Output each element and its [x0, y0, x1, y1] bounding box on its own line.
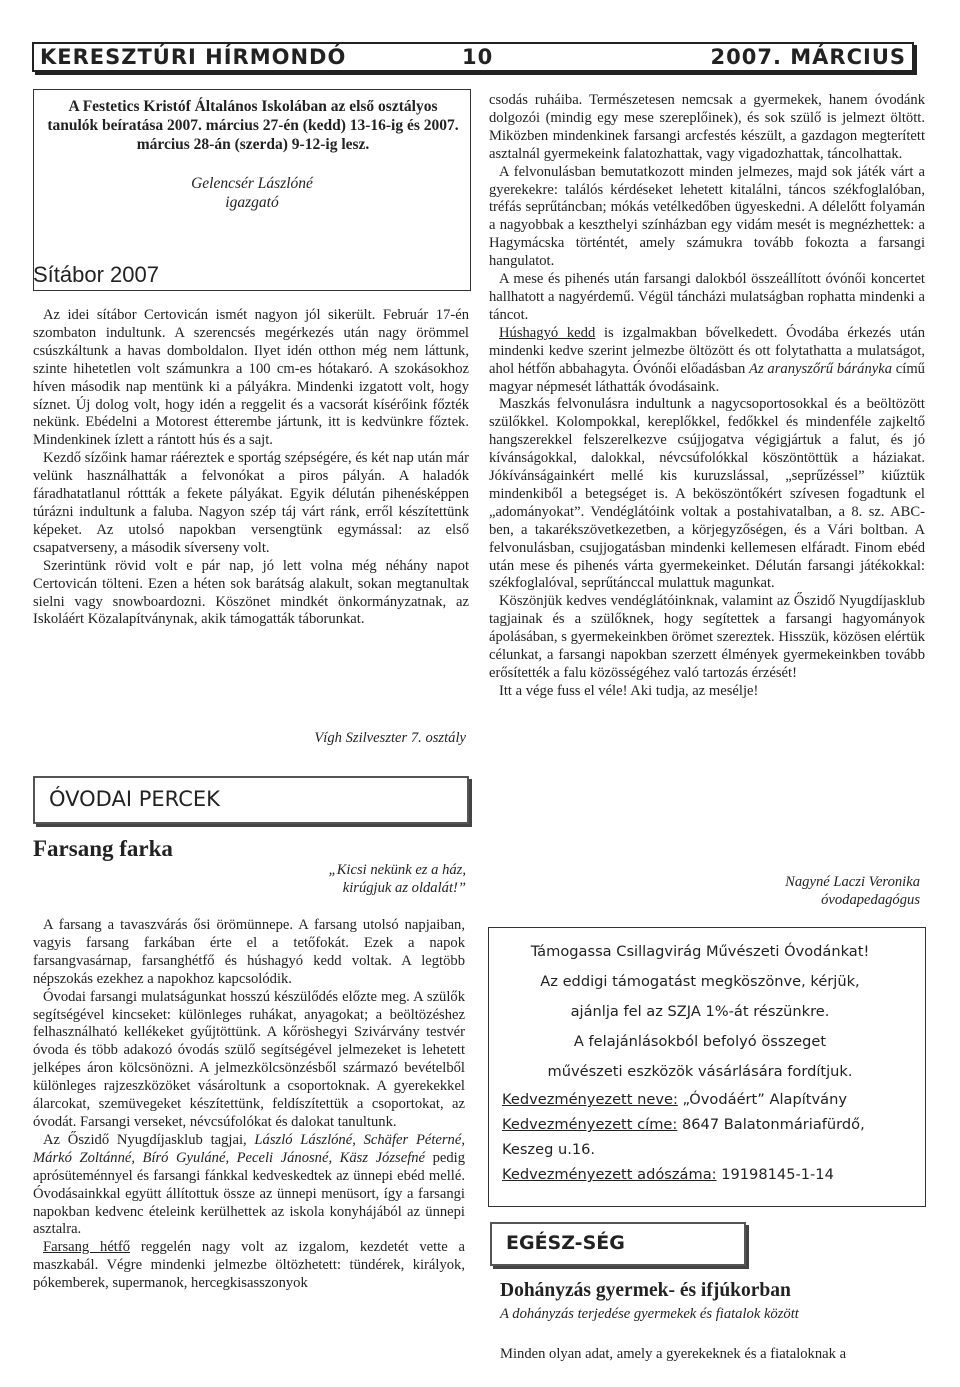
hushagyo-kedd-label: Húshagyó kedd — [499, 324, 596, 341]
text-run: pedig aprósüteménnyel és farsangi fánkkal kedveskedtek az ünnepi ebéd mellé. Óvodásainkkal együtt állítottuk össze az ünnepi menüsort, így a farsangi napokban kedvenc ételeink kerülhettek az iskola konyhájából az ünnepi asztalra. — [33, 1149, 465, 1238]
support-line: Támogassa Csillagvirág Művészeti Óvodánkat! — [530, 943, 870, 960]
motto-line: kirúgjuk az oldalát!” — [342, 879, 466, 896]
dohanyzas-lead: Minden olyan adat, amely a gyerekeknek és a fiataloknak a — [500, 1346, 847, 1362]
sitabor-paragraph: Szerintünk rövid volt e pár nap, jó lett volna még néhány napot Certovicán tölteni. Ezen a héten sok barátság alakult, sokan megtanultak sielni vagy snowboardozni. Köszönet mindkét önkormányzatnak, az Iskoláért Közalapítványnak, akik támogatták táborunkat. — [33, 557, 469, 628]
beneficiary-address — [490, 1112, 910, 1137]
farsang-article — [33, 917, 465, 1293]
text-run: című magyar népmesét láthatták óvodásaink. — [489, 360, 925, 395]
ovodai-section-title: ÓVODAI PERCEK — [49, 787, 220, 811]
page-header — [32, 42, 914, 72]
farsang-hetfo-label: Farsang hétfő — [43, 1239, 131, 1256]
farsang-paragraph: Maszkás felvonulásra indultunk a nagycsoportosokkal és a beöltözött szülőkkel. Kolompokkal, kereplőkkel, fedőkkel és mindenféle zajkeltő hangszerekkel felszerelkezve csújjogatva végigjártuk a falut, és jó kívánságokkal, dalokkal, névcsúfolókkal köszöntöttük a háziakat. Jókívánságainkért mellé kis kuruzslással, „seprűzéssel” kiűztük mindenkiből a betegséget is. A beköszöntőkért szívesen fogadtunk el „adományokat”. Vendéglátóink voltak a postahivatalban, a 8. sz. ABC-ben, a takarékszövetkezetben, a körjegyzőségen, és a Vári boltban. A felvonulásban, csujjogatásban mindenki kellemesen elfáradt. Finom ebéd után mese és pihenés várta gyermekeinket. Délután farsangi játékokkal: székfoglalóval, seprűtánccal mulattuk magunkat. — [489, 396, 925, 592]
notice-signature — [34, 174, 470, 212]
dohanyzas-subheading: A dohányzás terjedése gyermekek és fiatalok között — [500, 1306, 799, 1322]
support-line: A felajánlásokból befolyó összeget — [573, 1033, 827, 1050]
author-name: Nagyné Laczi Veronika — [785, 874, 920, 890]
sitabor-article — [33, 307, 469, 629]
enrollment-notice — [33, 89, 471, 291]
farsang-heading: Farsang farka — [33, 836, 173, 861]
egeszseg-section-title: EGÉSZ-SÉG — [506, 1232, 625, 1254]
notice-text: A Festetics Kristóf Általános Iskolában az első osztályos tanulók beíratása 2007. március 27-én (kedd) 13-16-ig és 2007. március 28-án (szerda) 9-12-ig lesz. — [47, 98, 459, 153]
egeszseg-section-bar — [490, 1222, 746, 1266]
farsang-paragraph: A felvonulásban bemutatkozott minden jelmezes, majd sok játék várt a gyerekekre: találós kérdéseket lehetett kitalálni, táncos székfoglalóban, tréfás seprűtáncban; mókás vetélkedőben ügyeskedni. A délelőtt folyamán a nagyobbak a keszthelyi színházban egy vidám mesét is megnézhettek: a Hagymácska történtét, amely számukra tovább fokozta a farsangi hangulatot. — [489, 163, 925, 270]
helper-names: László Lászlóné, Schäfer Péterné, Márkó Zoltánné, Bíró Gyuláné, Peceli Jánosné, Käsz Józsefné — [33, 1131, 465, 1166]
farsang-paragraph: Óvodai farsangi mulatságunkat hosszú készülődés előzte meg. A szülők segítségével kincseket: különleges ruhákat, anyagokat; a beöltözéshez felhasználható kellékeket gyűjtöttünk. A kőröshegyi Szivárvány testvér óvoda és több adakozó óvodás szülő segítségével jelmezeket is lehetett jelképes áron kölcsönözni. A jelmezkölcsönzésből származó bevételből különleges rajzeszközöket vásároltunk a csoportoknak. A gyerekekkel álarcokat, szemüvegeket készítettünk, feldíszítettük a csoportokat, az óvodát. Farsangi verseket, névcsúfolókat és dalokat tanultunk. — [33, 988, 465, 1130]
notice-signer-role: igazgató — [225, 194, 279, 211]
issue-date: 2007. MÁRCIUS — [710, 45, 906, 69]
farsang-paragraph: A mese és pihenés után farsangi dalokból összeállított óvónői koncertet hallhatott a nagyérdemű. Végül táncházi mulatságban rophatta mindenki a táncot. — [489, 271, 925, 323]
support-line: Az eddigi támogatást megköszönve, kérjük, — [540, 973, 860, 990]
sitabor-signature: Vígh Szilveszter 7. osztály — [314, 730, 466, 746]
farsang-paragraph — [489, 325, 925, 397]
motto-line: „Kicsi nekünk ez a ház, — [328, 862, 466, 878]
support-line: ajánlja fel az SZJA 1%-át részünkre. — [570, 1003, 830, 1020]
farsang-paragraph: Itt a vége fuss el véle! Aki tudja, az mesélje! — [499, 682, 759, 699]
farsang-article-continued — [489, 92, 925, 701]
field-label: Kedvezményezett címe: — [502, 1116, 678, 1133]
beneficiary-name — [490, 1087, 910, 1112]
tale-title: Az aranyszőrű báránykа — [749, 360, 893, 377]
dohanyzas-heading: Dohányzás gyermek- és ifjúkorban — [500, 1280, 791, 1301]
publication-title: KERESZTÚRI HÍRMONDÓ — [40, 45, 347, 69]
sitabor-heading: Sítábor 2007 — [33, 262, 159, 287]
farsang-paragraph: A farsang a tavaszvárás ősi örömünnepe. A farsang utolsó napjaiban, vagyis farsang farkában érte el a tetőfokát. Ezek a napok farsangvasárnap, farsanghétfő és húshagyó kedd voltak. A legtöbb népszokás ezekhez a napokhoz kapcsolódik. — [33, 917, 465, 987]
beneficiary-tax-id — [490, 1162, 910, 1187]
support-text — [490, 937, 910, 1187]
field-value: „Óvodáért” Alapítvány — [677, 1091, 847, 1108]
support-line: művészeti eszközök vásárlására fordítjuk. — [547, 1063, 853, 1080]
sitabor-paragraph: Kezdő sízőink hamar ráéreztek e sportág szépségére, és két nap után már velünk használhatták a felvonókat a piros pályán. A haladók fáradhatatlanul róttták a fekete pályákat. Egyik délután pihenésképpen túrázni indultunk a faluba. Nagyon szép táj várt ránk, erről készítettünk képeket. Az utolsó napokban versengtünk egymással: az első csapatverseny, a második síverseny volt. — [33, 450, 469, 556]
field-value: 19198145-1-14 — [716, 1166, 834, 1183]
sitabor-paragraph: Az idei sítábor Certovicán ismét nagyon jól sikerült. Február 17-én szombaton indultunk. A szerencsés megérkezés után nagy örömmel csúszkáltunk a havas domboldalon. Ilyet idén otthon még nem láttunk, szinte hihetetlen volt számunkra a 100 cm-es hótakaró. A szokásokhoz híven második nap mentünk ki a pályákra. Mindenki izgatott volt, hogy síznet. Új dolog volt, hogy idén a reggelit és a vacsorát kísérőink főzték nekünk. Ebédelni a Motorest étterembe jártunk, itt is kedvünkre főztek. Mindenkinek ízlett a rántott hús és a sajt. — [33, 307, 469, 449]
text-run: is izgalmakban bővelkedett. Óvodába érkezés után mindenki kedve szerint jelmezbe öltözött és ott folytathatta a mulatságot, ahol hétfőn abbahagyta. Óvónői előadásban — [489, 324, 925, 377]
farsang-signature — [700, 874, 920, 910]
page-number: 10 — [462, 45, 494, 69]
field-label: Kedvezményezett neve: — [502, 1091, 678, 1108]
ovodai-section-bar — [33, 776, 469, 824]
farsang-paragraph: Köszönjük kedves vendéglátóinknak, valamint az Őszidő Nyugdíjasklub tagjainak és a szülőknek, hogy segítettek a farsangi hagyományok ápolásában, s gyermekeinkben örömet szereztek. Hisszük, közösen elértük célunkat, a farsangi napokban szerzett élmények gyermekeinkben tovább erősítették a falu közösségéhez való tartozás érzését! — [489, 593, 925, 681]
author-role: óvodapedagógus — [821, 891, 920, 908]
farsang-paragraph — [33, 1239, 465, 1293]
notice-signer: Gelencsér Lászlóné — [191, 175, 313, 192]
farsang-motto — [290, 862, 466, 898]
text-run: Az Őszidő Nyugdíjasklub tagjai, — [43, 1131, 255, 1148]
field-value: 8647 Balatonmáriafürdő, — [677, 1116, 865, 1133]
field-label: Kedvezményezett adószáma: — [502, 1166, 717, 1183]
farsang-paragraph: csodás ruháiba. Természetesen nemcsak a gyermekek, hanem óvodánk dolgozói (mindig egy mese szereplőinek), és sok szülő is jelmezt öltött. Miközben mindenkinek farsangi arcfestés készült, a gazdagon megterített asztalnál gyermekeink falatozhattak, vagy vigadozhattak, táncolhattak. — [489, 92, 925, 162]
farsang-paragraph — [33, 1132, 465, 1239]
text-run: reggelén nagy volt az izgalom, kezdetét vette a maszkabál. Végre mindenki jelmezbe öltözhetett: tündérek, királyok, pókemberek, supermanok, hercegkisasszonyok — [33, 1239, 465, 1292]
beneficiary-address-line2: Keszeg u.16. — [502, 1141, 596, 1158]
